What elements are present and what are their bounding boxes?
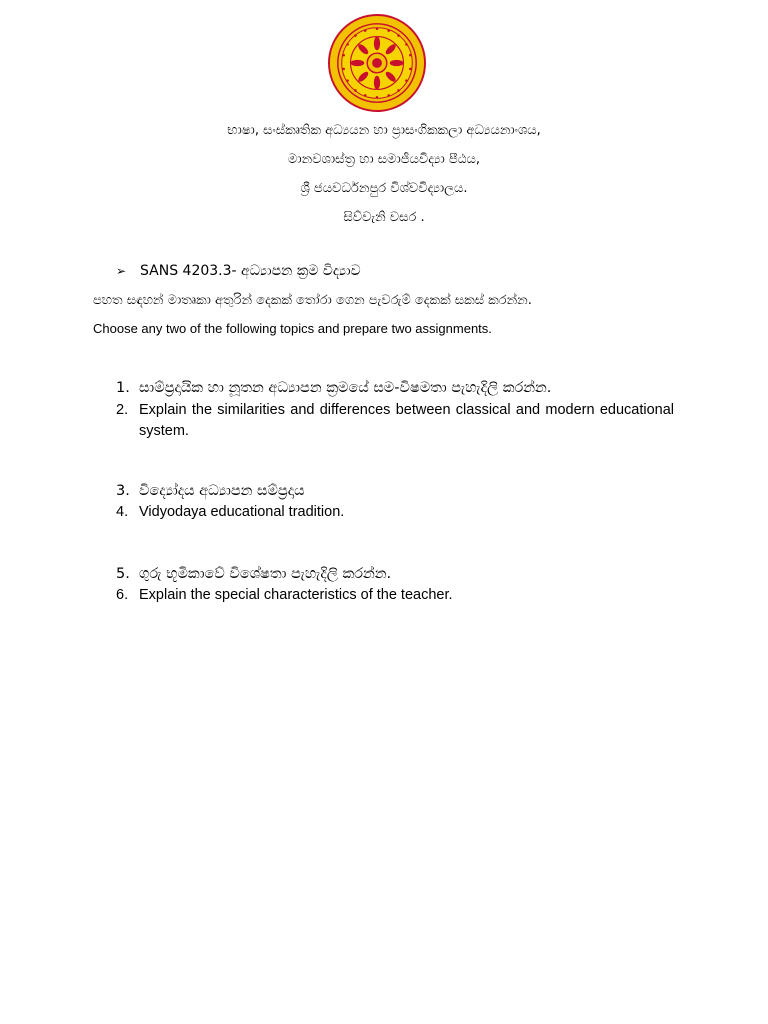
- department-header: [0, 116, 768, 232]
- list-item-number: 5.: [116, 566, 130, 582]
- header-faculty: මානවශාස්ත්‍ර හා සමාජීයවිද්‍යා පීඨය,: [288, 152, 480, 167]
- list-item-number: 1.: [116, 380, 130, 396]
- list-item-text: සාම්ප්‍රදායික හා නූතන අධ්‍යාපන ක්‍රමයේ සම-විෂමතා පැහැදිලි කරන්න.: [139, 380, 552, 396]
- header-university: ශ්‍රී ජයවර්ධනපුර විශ්වවිද්‍යාලය.: [300, 181, 468, 196]
- header-department: භාෂා, සංස්කෘතික අධ්‍යයන හා ප්‍රාසංගිකකලා අධ්‍යයනාංශය,: [227, 123, 541, 138]
- list-item-text: Vidyodaya educational tradition.: [139, 504, 345, 520]
- course-title: SANS 4203.3- අධ්‍යාපන ක්‍රම විද්‍යාව: [140, 263, 361, 279]
- course-heading: [116, 260, 361, 282]
- list-item: [116, 564, 674, 585]
- list-item: [116, 585, 674, 606]
- instruction-english: Choose any two of the following topics and prepare two assignments.: [93, 321, 492, 336]
- list-item-number: 3.: [116, 483, 130, 499]
- instruction-sinhala: පහත සඳහන් මාතෘකා අතුරින් දෙකක් තෝරා ගෙන පැවරුම් දෙකක් සකස් කරන්න.: [93, 293, 532, 308]
- list-item-number: 2.: [116, 402, 129, 418]
- list-item-text: විද්‍යෝදය අධ්‍යාපන සම්ප්‍රදාය: [139, 483, 305, 499]
- list-item: [116, 400, 674, 442]
- header-year: සිව්වැනි වසර .: [343, 210, 425, 225]
- list-item-number: 4.: [116, 504, 129, 520]
- seal-icon: [328, 14, 426, 112]
- arrow-bullet-icon: ➢: [116, 264, 127, 278]
- list-item: [116, 502, 674, 523]
- list-item: [116, 481, 674, 502]
- list-item-text: Explain the similarities and differences between classical and modern educational system.: [139, 402, 674, 439]
- list-item-text: ගුරු භූමිකාවේ විශේෂතා පැහැදිලි කරන්න.: [139, 566, 392, 582]
- list-item-text: Explain the special characteristics of the teacher.: [139, 587, 453, 603]
- list-item-number: 6.: [116, 587, 129, 603]
- list-item: [116, 378, 674, 399]
- university-seal-logo: [328, 14, 426, 112]
